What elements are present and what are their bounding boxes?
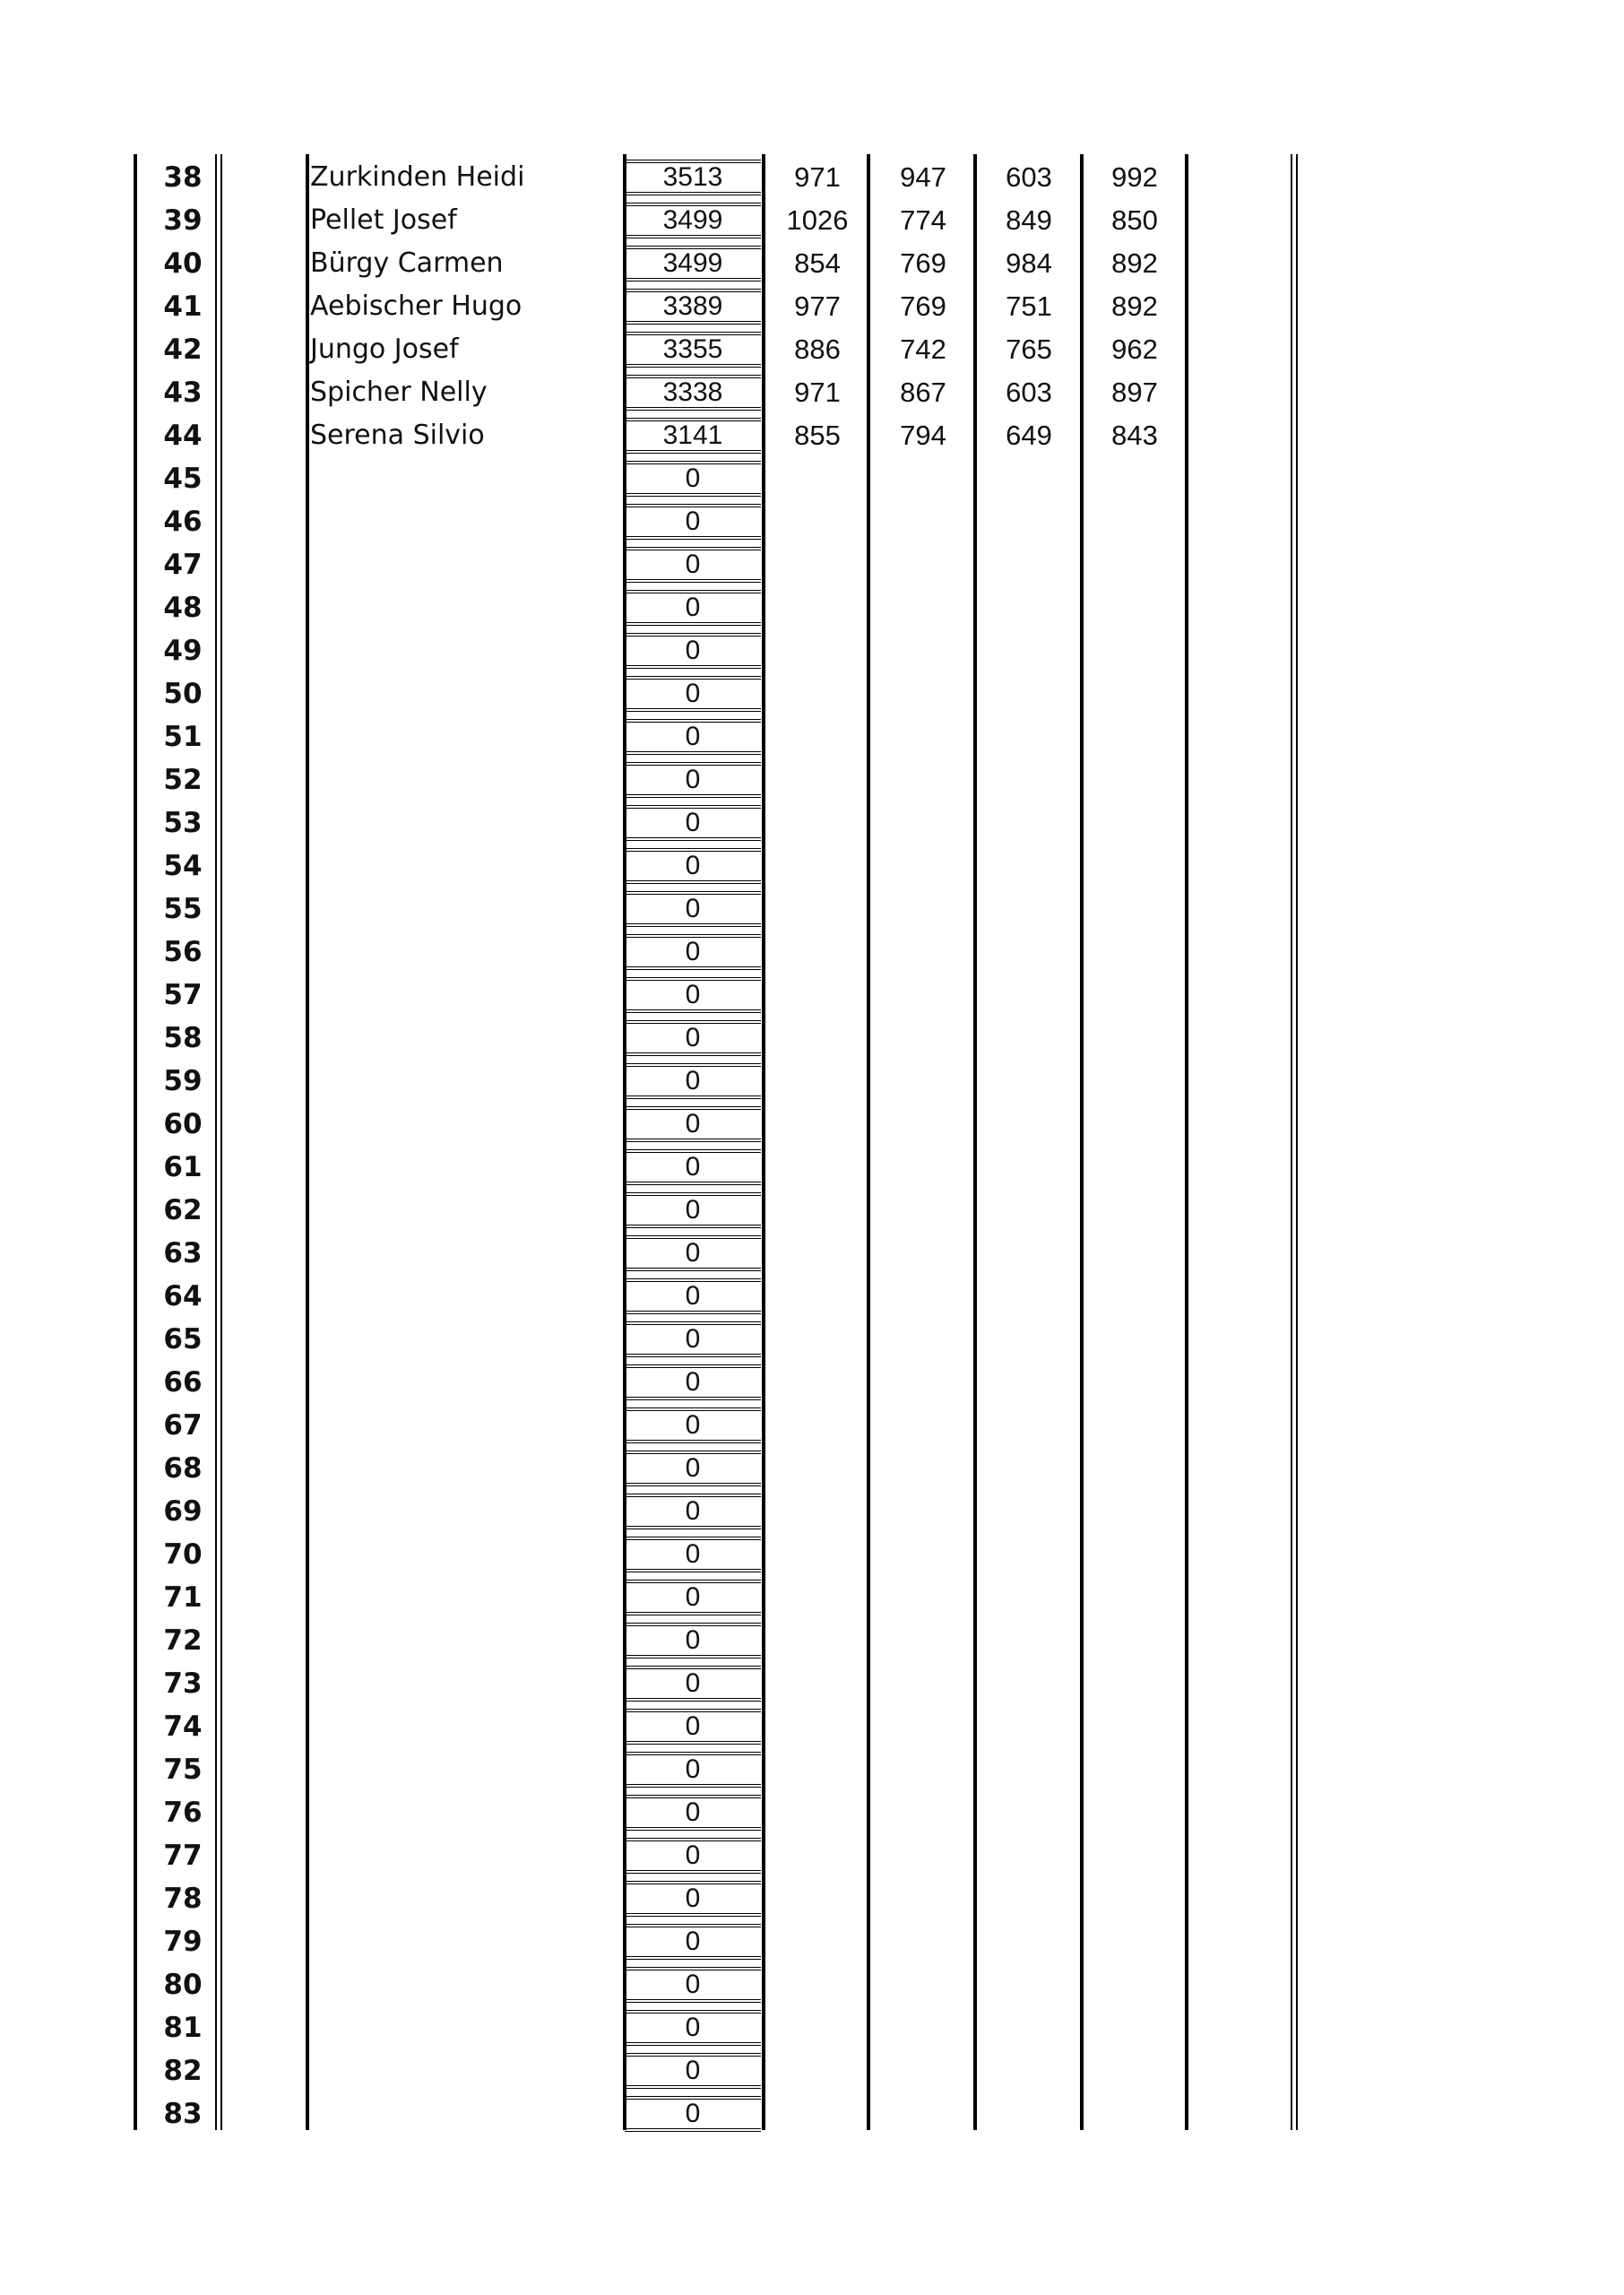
table-row: [0, 1748, 1624, 1791]
total-score-cell: 0: [625, 977, 761, 1013]
total-score-cell: 0: [625, 805, 761, 841]
table-row: [0, 974, 1624, 1017]
rank-cell: 72: [163, 1624, 203, 1657]
round-score-cell-1: 854: [794, 247, 841, 279]
rank-cell: 64: [163, 1280, 203, 1312]
rank-cell: 66: [163, 1366, 203, 1399]
table-row: [0, 586, 1624, 629]
round-score-cell-1: 1026: [786, 204, 849, 236]
round-score-cell-3: 603: [1006, 161, 1052, 193]
total-score-cell: 0: [625, 1709, 761, 1745]
table-row: [0, 1920, 1624, 1963]
table-row: [0, 2049, 1624, 2092]
participant-name-cell: Pellet Josef: [310, 204, 457, 236]
table-row: [0, 1275, 1624, 1318]
rank-cell: 55: [163, 893, 203, 925]
total-score-cell: 0: [625, 1149, 761, 1185]
total-score-cell: 0: [625, 676, 761, 712]
round-score-cell-4: 850: [1111, 204, 1158, 236]
total-score-cell: 0: [625, 633, 761, 669]
table-row: [0, 1146, 1624, 1189]
round-score-cell-1: 855: [794, 420, 841, 451]
rank-cell: 41: [163, 290, 203, 323]
total-score-cell: 3499: [625, 246, 761, 281]
rank-cell: 68: [163, 1452, 203, 1485]
rank-cell: 78: [163, 1883, 203, 1915]
round-score-cell-3: 603: [1006, 377, 1052, 408]
total-score-cell: 0: [625, 461, 761, 497]
total-score-cell: 0: [625, 719, 761, 755]
round-score-cell-4: 843: [1111, 420, 1158, 451]
rank-cell: 44: [163, 420, 203, 452]
table-row: [0, 1017, 1624, 1060]
table-row: [0, 1318, 1624, 1361]
round-score-cell-1: 971: [794, 377, 841, 408]
total-score-cell: 3355: [625, 332, 761, 368]
round-score-cell-2: 769: [900, 290, 946, 322]
participant-name-cell: Bürgy Carmen: [310, 247, 504, 279]
table-row: [0, 888, 1624, 931]
table-row: [0, 801, 1624, 844]
table-row: [0, 1834, 1624, 1877]
round-score-cell-4: 897: [1111, 377, 1158, 408]
total-score-cell: 0: [625, 1494, 761, 1529]
table-row: [0, 371, 1624, 414]
table-row: [0, 2092, 1624, 2135]
table-row: [0, 1791, 1624, 1834]
participant-name-cell: Spicher Nelly: [310, 377, 488, 408]
table-row: [0, 715, 1624, 758]
round-score-cell-4: 962: [1111, 333, 1158, 365]
round-score-cell-4: 892: [1111, 290, 1158, 322]
table-row: [0, 1619, 1624, 1662]
rank-cell: 45: [163, 463, 203, 495]
total-score-cell: 0: [625, 891, 761, 927]
total-score-cell: 0: [625, 1795, 761, 1831]
rank-cell: 57: [163, 979, 203, 1011]
total-score-cell: 0: [625, 590, 761, 626]
total-score-cell: 0: [625, 848, 761, 884]
total-score-cell: 3141: [625, 418, 761, 454]
rank-cell: 48: [163, 592, 203, 624]
rank-cell: 69: [163, 1495, 203, 1528]
total-score-cell: 3389: [625, 289, 761, 325]
rank-cell: 43: [163, 377, 203, 409]
rank-cell: 56: [163, 936, 203, 968]
table-row: [0, 242, 1624, 285]
round-score-cell-2: 794: [900, 420, 946, 451]
rank-cell: 53: [163, 807, 203, 839]
rank-cell: 70: [163, 1538, 203, 1571]
rank-cell: 80: [163, 1969, 203, 2001]
total-score-cell: 0: [625, 1881, 761, 1917]
table-row: [0, 1060, 1624, 1103]
table-row: [0, 1533, 1624, 1576]
rank-cell: 62: [163, 1194, 203, 1226]
table-row: [0, 414, 1624, 457]
table-row: [0, 199, 1624, 242]
table-row: [0, 1705, 1624, 1748]
rank-cell: 50: [163, 678, 203, 710]
table-row: [0, 1103, 1624, 1146]
rank-cell: 59: [163, 1065, 203, 1097]
rank-cell: 39: [163, 204, 203, 237]
table-row: [0, 1662, 1624, 1705]
rank-cell: 83: [163, 2098, 203, 2130]
table-row: [0, 328, 1624, 371]
total-score-cell: 0: [625, 1020, 761, 1056]
rank-cell: 67: [163, 1409, 203, 1442]
rank-cell: 79: [163, 1926, 203, 1958]
participant-name-cell: Aebischer Hugo: [310, 290, 523, 322]
total-score-cell: 0: [625, 1451, 761, 1486]
participant-name-cell: Zurkinden Heidi: [310, 161, 525, 193]
round-score-cell-4: 992: [1111, 161, 1158, 193]
round-score-cell-2: 774: [900, 204, 946, 236]
table-row: [0, 758, 1624, 801]
round-score-cell-3: 649: [1006, 420, 1052, 451]
round-score-cell-3: 751: [1006, 290, 1052, 322]
table-row: [0, 672, 1624, 715]
rank-cell: 58: [163, 1022, 203, 1054]
rank-cell: 73: [163, 1667, 203, 1700]
total-score-cell: 0: [625, 762, 761, 798]
total-score-cell: 0: [625, 1278, 761, 1314]
rank-cell: 65: [163, 1323, 203, 1355]
rank-cell: 77: [163, 1840, 203, 1872]
rank-cell: 51: [163, 721, 203, 753]
total-score-cell: 0: [625, 1235, 761, 1271]
round-score-cell-3: 984: [1006, 247, 1052, 279]
round-score-cell-3: 849: [1006, 204, 1052, 236]
table-row: [0, 500, 1624, 543]
total-score-cell: 0: [625, 1063, 761, 1099]
round-score-cell-2: 769: [900, 247, 946, 279]
rank-cell: 74: [163, 1710, 203, 1743]
table-row: [0, 1189, 1624, 1232]
total-score-cell: 0: [625, 1537, 761, 1572]
table-row: [0, 285, 1624, 328]
total-score-cell: 0: [625, 1623, 761, 1658]
table-row: [0, 2006, 1624, 2049]
rank-cell: 46: [163, 506, 203, 538]
total-score-cell: 0: [625, 1407, 761, 1443]
total-score-cell: 0: [625, 1364, 761, 1400]
round-score-cell-1: 977: [794, 290, 841, 322]
total-score-cell: 0: [625, 2010, 761, 2046]
total-score-cell: 0: [625, 2096, 761, 2132]
participant-name-cell: Jungo Josef: [310, 333, 459, 365]
table-row: [0, 629, 1624, 672]
rank-cell: 38: [163, 161, 203, 194]
table-row: [0, 457, 1624, 500]
rank-cell: 40: [163, 247, 203, 280]
table-row: [0, 931, 1624, 974]
total-score-cell: 0: [625, 1580, 761, 1615]
rank-cell: 61: [163, 1151, 203, 1183]
total-score-cell: 0: [625, 1967, 761, 2003]
rank-cell: 76: [163, 1797, 203, 1829]
round-score-cell-4: 892: [1111, 247, 1158, 279]
total-score-cell: 0: [625, 1752, 761, 1788]
rank-cell: 71: [163, 1581, 203, 1614]
table-row: [0, 1447, 1624, 1490]
rank-cell: 47: [163, 549, 203, 581]
table-row: [0, 156, 1624, 199]
rank-cell: 82: [163, 2055, 203, 2087]
total-score-cell: 0: [625, 547, 761, 583]
participant-name-cell: Serena Silvio: [310, 420, 485, 451]
rank-cell: 75: [163, 1754, 203, 1786]
total-score-cell: 0: [625, 934, 761, 970]
rank-cell: 54: [163, 850, 203, 882]
total-score-cell: 0: [625, 1106, 761, 1142]
round-score-cell-1: 971: [794, 161, 841, 193]
rank-cell: 60: [163, 1108, 203, 1140]
total-score-cell: 0: [625, 2053, 761, 2089]
table-row: [0, 1404, 1624, 1447]
rank-cell: 63: [163, 1237, 203, 1269]
rank-cell: 42: [163, 333, 203, 366]
total-score-cell: 3499: [625, 203, 761, 238]
table-row: [0, 1361, 1624, 1404]
round-score-cell-1: 886: [794, 333, 841, 365]
table-row: [0, 1232, 1624, 1275]
total-score-cell: 0: [625, 1838, 761, 1874]
total-score-cell: 0: [625, 1321, 761, 1357]
round-score-cell-3: 765: [1006, 333, 1052, 365]
round-score-cell-2: 867: [900, 377, 946, 408]
table-row: [0, 1877, 1624, 1920]
total-score-cell: 0: [625, 1924, 761, 1960]
table-row: [0, 1490, 1624, 1533]
rank-cell: 81: [163, 2012, 203, 2044]
round-score-cell-2: 947: [900, 161, 946, 193]
total-score-cell: 0: [625, 504, 761, 540]
table-row: [0, 1963, 1624, 2006]
round-score-cell-2: 742: [900, 333, 946, 365]
total-score-cell: 3338: [625, 375, 761, 411]
table-row: [0, 844, 1624, 888]
table-row: [0, 543, 1624, 586]
rank-cell: 52: [163, 764, 203, 796]
total-score-cell: 0: [625, 1666, 761, 1702]
total-score-cell: 3513: [625, 160, 761, 195]
rank-cell: 49: [163, 635, 203, 667]
table-row: [0, 1576, 1624, 1619]
total-score-cell: 0: [625, 1192, 761, 1228]
